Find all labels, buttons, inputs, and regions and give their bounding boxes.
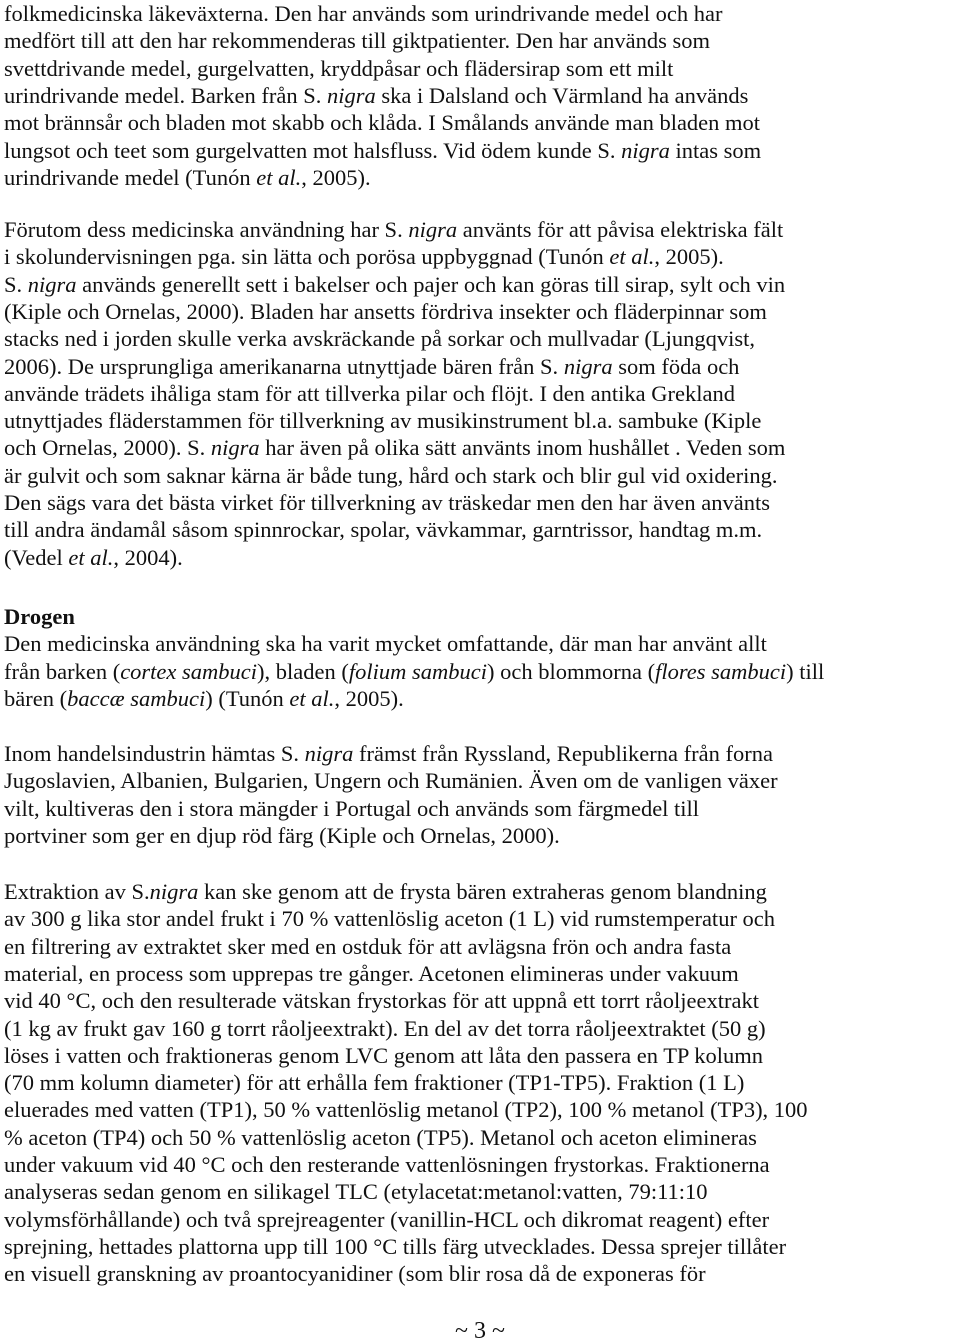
text-run: , 2005). bbox=[654, 244, 724, 270]
text-run: Extraktion av S. bbox=[4, 879, 150, 904]
text-run: (Kiple och Ornelas, 2000). Bladen har ansetts fördriva insekter och fläderpinnar som bbox=[4, 298, 767, 324]
text-line bbox=[4, 1233, 786, 1261]
text-line bbox=[4, 164, 371, 192]
text-line bbox=[4, 325, 755, 353]
text-run: från barken ( bbox=[4, 658, 121, 684]
text-run: har även på olika sätt använts inom hushållet . Veden som bbox=[259, 435, 786, 461]
text-line bbox=[4, 905, 775, 933]
page-number: ~ 3 ~ bbox=[455, 1318, 505, 1344]
text-run: 2006). De ursprungliga amerikanarna utnyttjade bären från S. bbox=[4, 353, 564, 379]
text-run: mot brännsår och bladen mot skabb och klåda. I Smålands använde man bladen mot bbox=[4, 110, 761, 136]
italic-text: nigra bbox=[304, 741, 354, 766]
italic-text: et al. bbox=[68, 544, 114, 570]
text-line bbox=[4, 82, 748, 110]
text-run: urindrivande medel (Tunón bbox=[4, 164, 257, 190]
text-line bbox=[4, 630, 767, 658]
text-line bbox=[4, 109, 760, 137]
text-line bbox=[4, 462, 778, 490]
text-run: Den medicinska användning ska ha varit mycket omfattande, där man har använt allt bbox=[4, 631, 767, 657]
italic-text: baccæ sambuci bbox=[67, 685, 206, 711]
text-run: bären ( bbox=[4, 685, 68, 711]
text-line bbox=[4, 1151, 770, 1179]
italic-text: et al. bbox=[289, 685, 335, 711]
text-run: i skolundervisningen pga. sin lätta och porösa uppbyggnad (Tunón bbox=[4, 244, 610, 270]
text-line bbox=[4, 822, 560, 850]
italic-text: et al. bbox=[256, 164, 302, 190]
italic-text: nigra bbox=[563, 353, 613, 379]
text-line bbox=[4, 1069, 744, 1097]
text-run: en filtrering av extraktet sker med en ostduk för att avlägsna frön och andra fasta bbox=[4, 933, 732, 959]
text-line bbox=[4, 516, 762, 544]
italic-text: nigra bbox=[210, 435, 260, 461]
text-line bbox=[4, 489, 770, 517]
text-line bbox=[4, 1260, 706, 1288]
text-run: vilt, kultiveras den i stora mängder i Portugal och används som färgmedel till bbox=[4, 795, 700, 821]
text-run: som föda och bbox=[612, 353, 740, 379]
text-run: och Ornelas, 2000). S. bbox=[4, 435, 211, 461]
text-line bbox=[4, 243, 724, 271]
text-line bbox=[4, 298, 767, 326]
text-line bbox=[4, 740, 773, 768]
text-run: (Vedel bbox=[4, 544, 69, 570]
text-run: urindrivande medel. Barken från S. bbox=[4, 82, 328, 108]
text-run: Inom handelsindustrin hämtas S. bbox=[4, 741, 305, 766]
text-line bbox=[4, 933, 731, 961]
text-run: Den sägs vara det bästa virket för tillverkning av träskedar men den har även använts bbox=[4, 490, 770, 515]
text-run: kan ske genom att de frysta bären extraheras genom blandning bbox=[198, 879, 767, 904]
text-line bbox=[4, 878, 767, 906]
italic-text: nigra bbox=[149, 879, 199, 904]
text-line bbox=[4, 1096, 808, 1124]
italic-text: folium sambuci bbox=[348, 658, 487, 684]
italic-text: flores sambuci bbox=[655, 658, 787, 684]
italic-text: nigra bbox=[27, 271, 77, 297]
text-line bbox=[4, 685, 404, 713]
text-run: eluerades med vatten (TP1), 50 % vattenlöslig metanol (TP2), 100 % metanol (TP3), 100 bbox=[4, 1097, 808, 1123]
text-run: under vakuum vid 40 °C och den resterande vattenlösningen frystorkas. Fraktionerna bbox=[4, 1152, 770, 1177]
text-run: Jugoslavien, Albanien, Bulgarien, Ungern och Rumänien. Även om de vanligen växer bbox=[4, 768, 778, 794]
text-line bbox=[4, 658, 824, 686]
text-line bbox=[4, 380, 735, 408]
text-line bbox=[4, 767, 778, 795]
text-line bbox=[4, 795, 699, 823]
text-run: använde trädets ihåliga stam för att tillverka pilar och flöjt. I den antika Grekland bbox=[4, 380, 735, 406]
text-run: lungsot och teet som gurgelvatten mot halsfluss. Vid ödem kunde S. bbox=[4, 137, 622, 163]
text-run: , 2005). bbox=[334, 685, 404, 711]
text-line bbox=[4, 1178, 708, 1206]
text-line bbox=[4, 271, 785, 299]
italic-text: nigra bbox=[621, 137, 670, 163]
text-line bbox=[4, 137, 761, 165]
text-line bbox=[4, 603, 75, 631]
text-run: , 2005). bbox=[301, 164, 371, 190]
text-run: en visuell granskning av proantocyanidiner (som blir rosa då de exponeras för bbox=[4, 1261, 706, 1287]
text-run: ), bladen ( bbox=[257, 658, 349, 684]
text-run: löses i vatten och fraktioneras genom LVC genom att låta den passera en TP kolumn bbox=[4, 1042, 763, 1068]
text-run: S. bbox=[4, 271, 28, 297]
italic-text: nigra bbox=[408, 217, 458, 242]
italic-text: cortex sambuci bbox=[120, 658, 258, 684]
text-line bbox=[4, 27, 710, 55]
text-run: folkmedicinska läkeväxterna. Den har används som urindrivande medel och har bbox=[4, 1, 723, 26]
text-run: ) (Tunón bbox=[205, 685, 290, 711]
text-run: till andra ändamål såsom spinnrockar, spolar, vävkammar, garntrissor, handtag m.m. bbox=[4, 517, 763, 543]
text-run: av 300 g lika stor andel frukt i 70 % vattenlöslig aceton (1 L) vid rumstemperatur och bbox=[4, 906, 776, 932]
italic-text: nigra bbox=[327, 82, 376, 108]
text-line bbox=[4, 407, 761, 435]
text-run: (70 mm kolumn diameter) för att erhålla fem fraktioner (TP1-TP5). Fraktion (1 L) bbox=[4, 1070, 745, 1096]
text-run: vid 40 °C, och den resulterade vätskan frystorkas för att uppnå ett torrt råoljeextrakt bbox=[4, 988, 760, 1014]
text-run: ska i Dalsland och Värmland ha används bbox=[375, 82, 749, 108]
text-line bbox=[4, 544, 183, 572]
text-line bbox=[4, 1015, 766, 1043]
section-heading: Drogen bbox=[4, 604, 75, 629]
text-line bbox=[4, 55, 673, 83]
text-run: sprejning, hettades plattorna upp till 100 °C tills färg utvecklades. Dessa sprejer tillåter bbox=[4, 1233, 787, 1259]
text-line bbox=[4, 1124, 757, 1152]
text-run: svettdrivande medel, gurgelvatten, kryddpåsar och flädersirap som ett milt bbox=[4, 55, 674, 81]
text-line bbox=[4, 987, 759, 1015]
text-run: främst från Ryssland, Republikerna från forna bbox=[353, 741, 773, 766]
text-run: analyseras sedan genom en silikagel TLC (etylacetat:metanol:vatten, 79:11:10 bbox=[4, 1179, 708, 1205]
text-run: är gulvit och som saknar kärna är både tung, hård och stark och blir gul vid oxidering. bbox=[4, 462, 778, 488]
italic-text: et al. bbox=[609, 244, 655, 270]
text-run: volymsförhållande) och två sprejreagenter (vanillin-HCL och dikromat reagent) efter bbox=[4, 1206, 770, 1232]
text-line bbox=[4, 0, 723, 28]
text-run: ) till bbox=[786, 658, 825, 684]
text-run: används generellt sett i bakelser och pajer och kan göras till sirap, sylt och vin bbox=[76, 271, 786, 297]
text-run: Förutom dess medicinska användning har S. bbox=[4, 217, 409, 242]
text-line bbox=[4, 353, 739, 381]
text-line bbox=[4, 960, 739, 988]
text-line bbox=[4, 434, 785, 462]
text-run: stacks ned i jorden skulle verka avskräckande på sorkar och mullvadar (Ljungqvist, bbox=[4, 326, 756, 352]
text-run: utnyttjades fläderstammen för tillverkning av musikinstrument bl.a. sambuke (Kiple bbox=[4, 408, 762, 434]
text-run: % aceton (TP4) och 50 % vattenlöslig aceton (TP5). Metanol och aceton elimineras bbox=[4, 1124, 757, 1150]
text-run: medfört till att den har rekommenderas till giktpatienter. Den har används som bbox=[4, 28, 711, 54]
text-line bbox=[4, 1206, 769, 1234]
text-run: , 2004). bbox=[113, 544, 183, 570]
text-run: intas som bbox=[669, 137, 762, 163]
text-run: portviner som ger en djup röd färg (Kiple och Ornelas, 2000). bbox=[4, 822, 560, 848]
text-run: använts för att påvisa elektriska fält bbox=[457, 217, 784, 242]
text-run: (1 kg av frukt gav 160 g torrt råoljeextrakt). En del av det torra råoljeextraktet (50 g) bbox=[4, 1015, 766, 1041]
text-line bbox=[4, 1042, 763, 1070]
text-line bbox=[4, 216, 783, 244]
text-run: material, en process som upprepas tre gånger. Acetonen elimineras under vakuum bbox=[4, 960, 739, 986]
text-run: ) och blommorna ( bbox=[487, 658, 656, 684]
